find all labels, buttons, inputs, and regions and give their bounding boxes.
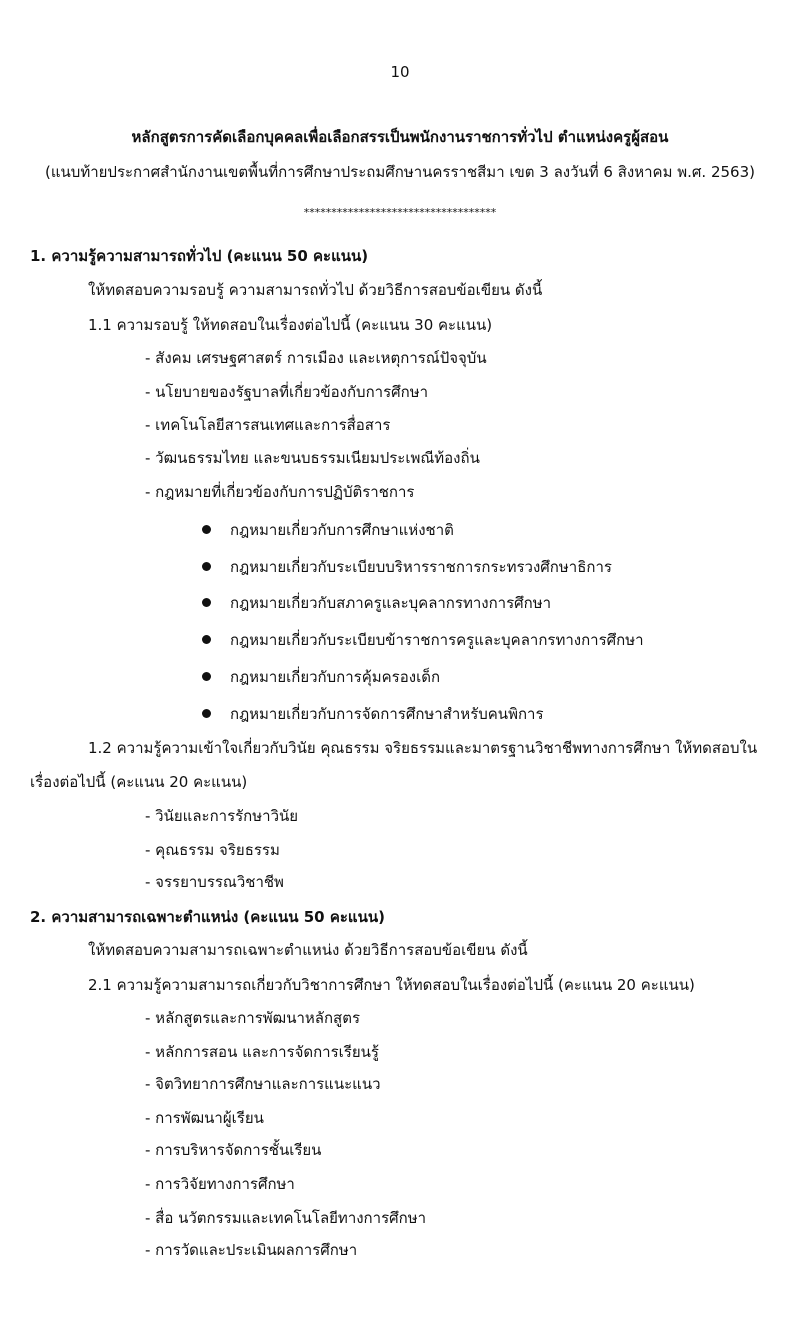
list-item: - สื่อ นวัตกรรมและเทคโนโลยีทางการศึกษา (145, 1209, 427, 1227)
bullet-text: กฎหมายเกี่ยวกับการศึกษาแห่งชาติ (230, 521, 454, 539)
section1-heading: 1. ความรู้ความสามารถทั่วไป (คะแนน 50 คะแนน) (30, 247, 369, 265)
bullet-text: กฎหมายเกี่ยวกับการจัดการศึกษาสำหรับคนพิการ (230, 705, 544, 723)
section1-2-heading-cont: เรื่องต่อไปนี้ (คะแนน 20 คะแนน) (30, 773, 248, 791)
bullet-icon (202, 635, 211, 644)
bullet-item (230, 593, 551, 613)
list-item: - กฎหมายที่เกี่ยวข้องกับการปฏิบัติราชการ (145, 483, 415, 501)
list-item: - การบริหารจัดการชั้นเรียน (145, 1141, 322, 1159)
bullet-icon (202, 672, 211, 681)
bullet-icon (202, 598, 211, 607)
list-item: - คุณธรรม จริยธรรม (145, 841, 280, 859)
bullet-text: กฎหมายเกี่ยวกับการคุ้มครองเด็ก (230, 668, 441, 686)
bullet-item (230, 667, 440, 687)
section2-intro: ให้ทดสอบความสามารถเฉพาะตำแหน่ง ด้วยวิธีการสอบข้อเขียน ดังนี้ (88, 941, 528, 959)
section1-1-heading: 1.1 ความรอบรู้ ให้ทดสอบในเรื่องต่อไปนี้ (คะแนน 30 คะแนน) (88, 316, 493, 334)
list-item: - การวัดและประเมินผลการศึกษา (145, 1241, 358, 1259)
bullet-item (230, 557, 612, 577)
bullet-text: กฎหมายเกี่ยวกับสภาครูและบุคลากรทางการศึกษา (230, 594, 552, 612)
list-item: - เทคโนโลยีสารสนเทศและการสื่อสาร (145, 416, 391, 434)
list-item: - วินัยและการรักษาวินัย (145, 807, 299, 825)
document-title: หลักสูตรการคัดเลือกบุคคลเพื่อเลือกสรรเป็นพนักงานราชการทั่วไป ตำแหน่งครูผู้สอน (131, 128, 669, 146)
list-item: - หลักสูตรและการพัฒนาหลักสูตร (145, 1009, 361, 1027)
list-item: - สังคม เศรษฐศาสตร์ การเมือง และเหตุการณ์ปัจจุบัน (145, 349, 487, 367)
bullet-text: กฎหมายเกี่ยวกับระเบียบข้าราชการครูและบุคลากรทางการศึกษา (230, 631, 644, 649)
bullet-text: กฎหมายเกี่ยวกับระเบียบบริหารราชการกระทรวงศึกษาธิการ (230, 558, 612, 576)
bullet-icon (202, 525, 211, 534)
bullet-icon (202, 562, 211, 571)
list-item: - จรรยาบรรณวิชาชีพ (145, 873, 284, 891)
bullet-item (230, 520, 454, 540)
page-number: 10 (390, 63, 410, 81)
section1-intro: ให้ทดสอบความรอบรู้ ความสามารถทั่วไป ด้วยวิธีการสอบข้อเขียน ดังนี้ (88, 281, 543, 299)
section2-heading: 2. ความสามารถเฉพาะตำแหน่ง (คะแนน 50 คะแนน) (30, 908, 385, 926)
section2-1-heading: 2.1 ความรู้ความสามารถเกี่ยวกับวิชาการศึกษา ให้ทดสอบในเรื่องต่อไปนี้ (คะแนน 20 คะแนน) (88, 976, 695, 994)
list-item: - วัฒนธรรมไทย และขนบธรรมเนียมประเพณีท้องถิ่น (145, 449, 480, 467)
bullet-item (230, 704, 544, 724)
section1-2-heading: 1.2 ความรู้ความเข้าใจเกี่ยวกับวินัย คุณธรรม จริยธรรมและมาตรฐานวิชาชีพทางการศึกษา ให้ทดสอบใน (88, 739, 758, 757)
document-subtitle: (แนบท้ายประกาศสำนักงานเขตพื้นที่การศึกษาประถมศึกษานครราชสีมา เขต 3 ลงวันที่ 6 สิงหาคม พ.ศ. 2563) (45, 163, 755, 181)
list-item: - การพัฒนาผู้เรียน (145, 1109, 264, 1127)
bullet-icon (202, 709, 211, 718)
bullet-item (230, 630, 644, 650)
list-item: - หลักการสอน และการจัดการเรียนรู้ (145, 1043, 379, 1061)
list-item: - การวิจัยทางการศึกษา (145, 1175, 295, 1193)
list-item: - จิตวิทยาการศึกษาและการแนะแนว (145, 1075, 381, 1093)
list-item: - นโยบายของรัฐบาลที่เกี่ยวข้องกับการศึกษา (145, 383, 429, 401)
separator: *********************************** (303, 206, 497, 219)
